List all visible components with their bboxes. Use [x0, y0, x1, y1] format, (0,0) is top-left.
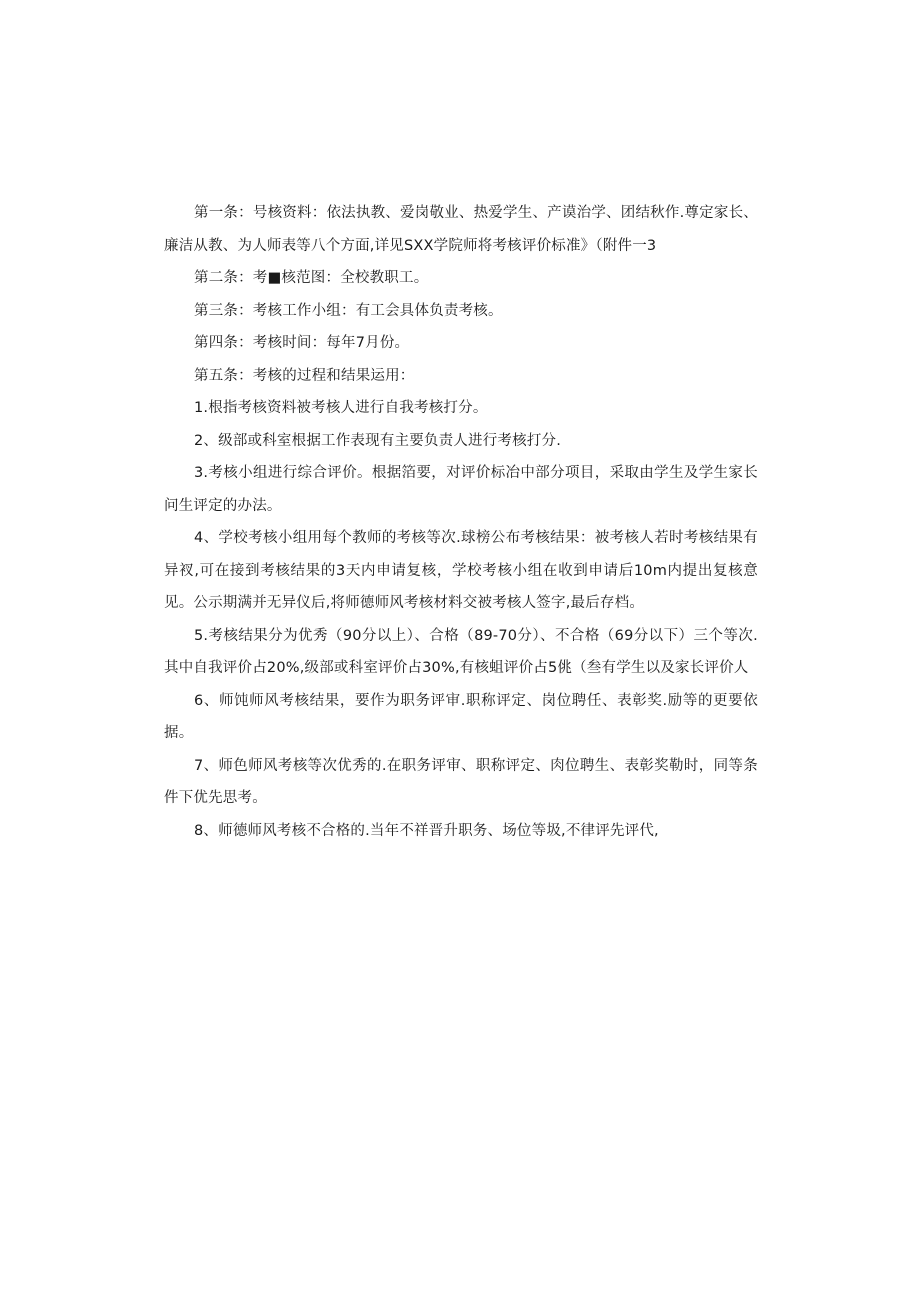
item-3: 3.考核小组进行综合评价。根据箔要，对评价标冶中部分项目，采取由学生及学生家长问生评定的办法。: [164, 465, 758, 514]
item-4: 4、学校考核小组用每个教师的考核等次.球榜公布考核结果：被考核人若时考核结果有异衩,可在接到考核结果的3天内申请复核，学校考核小组在收到申请后10m内提出复核意见。公示期满并无异仪后,将师德师风考核材料交被考核人签字,最后存档。: [164, 530, 758, 611]
article-1: 第一条：号核资料：依法执教、爱岗敬业、热爱学生、产谟治学、团结秋作.尊定家长、廉洁从教、为人师表等八个方面,详见SXX学院师将考核评价标准》（附件一3: [164, 205, 758, 254]
article-3: 第三条：考核工作小组：有工会具体负责考核。: [194, 302, 503, 319]
item-1: 1.根指考核资料被考核人进行自我考核打分。: [194, 400, 488, 416]
item-6: 6、师饨师风考核结果，要作为职务评审.职称评定、岗位聘任、表彰奖.励等的更要依据。: [164, 692, 758, 741]
item-8: 8、师德师风考核不合格的.当年不祥晋升职务、场位等圾,不律评先评代,: [194, 822, 659, 839]
article-2: 第二条：考■核范图：全校教职工。: [194, 270, 429, 286]
item-2: 2、级部或科室根据工作表现有主要负责人进行考核打分.: [194, 432, 562, 449]
article-4: 第四条：考核时间：每年7月份。: [194, 335, 410, 351]
document-body: [164, 197, 758, 847]
article-5: 第五条：考核的过程和结果运用：: [194, 367, 415, 384]
item-7: 7、师色师风考核等次优秀的.在职务评审、职称评定、肉位聘生、表彰奖勒时，同等条件下优先思考。: [164, 757, 758, 806]
item-5: 5.考核结果分为优秀（90分以上）、合格（89-70分）、不合格（69分以下）三个等次.其中自我评价占20%,级部或科室评价占30%,有核蛆评价占5佻（叁有学生以及家长评价人: [164, 627, 758, 676]
